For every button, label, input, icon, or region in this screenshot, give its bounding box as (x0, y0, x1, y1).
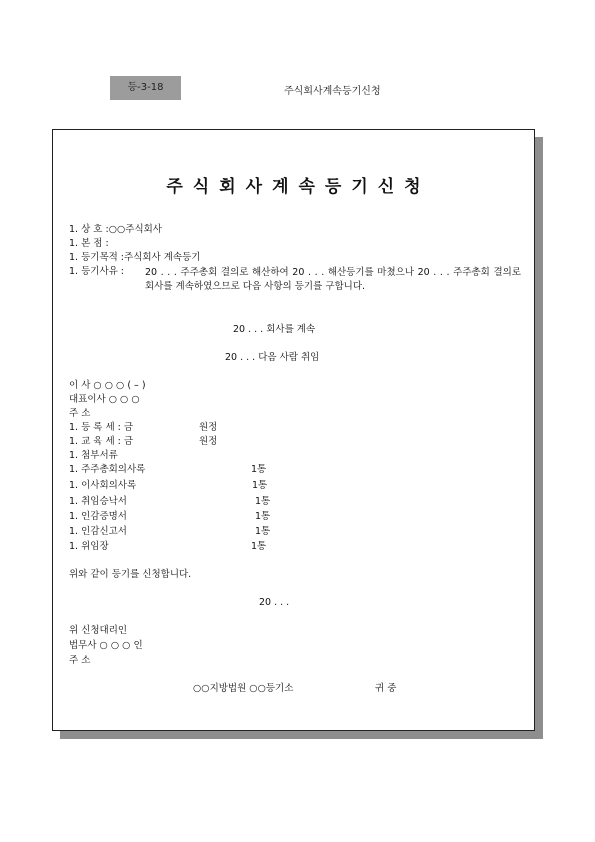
head-office-row (69, 238, 109, 250)
attachment-item (69, 526, 271, 538)
education-tax-unit: 원정 (199, 436, 218, 447)
registration-tax-row (69, 422, 218, 434)
agent-address-line: 주 소 (69, 655, 91, 666)
registration-tax-label: 1. 등 록 세 : 금 (69, 422, 134, 433)
attachments-title: 1. 첨부서류 (69, 450, 118, 461)
attachment-count: 1통 (252, 480, 268, 491)
registration-tax-unit: 원정 (199, 422, 218, 433)
application-statement: 위와 같이 등기를 신청합니다. (69, 569, 192, 580)
representative-director-line: 대표이사 ○ ○ ○ (69, 394, 140, 405)
agent-label: 위 신청대리인 (69, 625, 128, 636)
reason-label: 1. 등기사유 : (69, 266, 125, 277)
attachment-item (69, 511, 271, 523)
attachment-count: 1통 (255, 511, 271, 522)
head-office-label: 1. 본 점 : (69, 238, 109, 249)
attachment-name: 1. 위임장 (69, 541, 109, 552)
attachment-name: 1. 인감신고서 (69, 526, 127, 537)
attachment-count: 1통 (251, 464, 267, 475)
attachment-item (69, 541, 267, 553)
attachment-name: 1. 주주총회의사록 (69, 464, 146, 475)
application-form (52, 129, 535, 731)
document-title: 주식회사계속등기신청 (166, 177, 431, 197)
court-name: ○○지방법원 ○○등기소 (193, 683, 294, 694)
judicial-scrivener-line: 법무사 ○ ○ ○ 인 (69, 640, 143, 651)
header-title: 주식회사계속등기신청 (284, 86, 381, 97)
attachment-count: 1통 (255, 526, 271, 537)
purpose-value: 주식회사 계속등기 (124, 252, 201, 263)
attachment-item (69, 496, 271, 508)
appointment-date-line: 20 . . . 다음 사람 취임 (225, 352, 320, 363)
director-line: 이 사 ○ ○ ○ ( – ) (69, 380, 146, 391)
trade-name-label: 1. 상 호 : (69, 224, 109, 235)
form-code-badge: 등-3-18 (110, 76, 181, 100)
reason-value: 20 . . . 주주총회 결의로 해산하여 20 . . . 해산등기를 마쳤으나 20 . . . 주주총회 결의로 회사를 계속하였으므로 다음 사항의 등기를 구합니다. (145, 267, 521, 292)
trade-name-value: ○○주식회사 (108, 224, 162, 235)
attachment-count: 1통 (251, 541, 267, 552)
purpose-label: 1. 등기목적 : (69, 252, 125, 263)
attachment-item (69, 464, 267, 476)
education-tax-row (69, 436, 218, 448)
addressee-honorific: 귀 중 (375, 683, 397, 694)
purpose-row (69, 252, 200, 264)
attachment-name: 1. 인감증명서 (69, 511, 127, 522)
attachment-name: 1. 취임승낙서 (69, 496, 127, 507)
attachment-item (69, 480, 268, 492)
trade-name-row (69, 224, 162, 236)
attachment-name: 1. 이사회의사록 (69, 480, 137, 491)
application-date: 20 . . . (259, 597, 290, 608)
attachment-count: 1통 (255, 496, 271, 507)
continuation-date-line: 20 . . . 회사를 계속 (233, 324, 316, 335)
director-address-line: 주 소 (69, 408, 91, 419)
education-tax-label: 1. 교 육 세 : 금 (69, 436, 134, 447)
